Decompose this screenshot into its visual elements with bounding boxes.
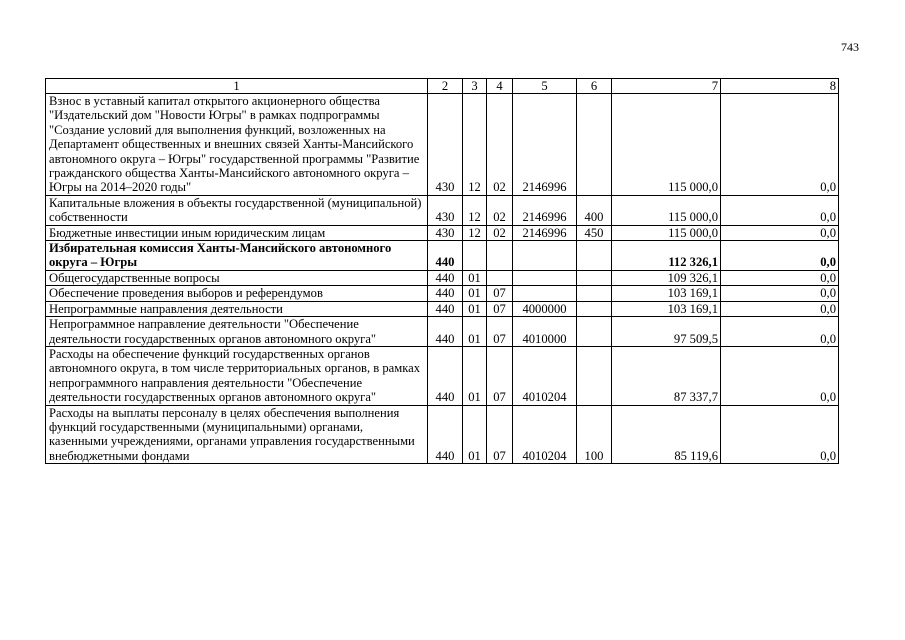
cell-section: 01 [463,346,487,405]
cell-subsection: 02 [487,195,513,225]
cell-subsection: 07 [487,286,513,301]
cell-admin-code: 440 [428,241,463,271]
cell-amount: 115 000,0 [612,225,721,240]
cell-section: 12 [463,94,487,196]
cell-admin-code: 430 [428,94,463,196]
header-cell-3: 3 [463,79,487,94]
cell-expense-type [577,94,612,196]
cell-expense-type: 100 [577,405,612,464]
cell-amount: 87 337,7 [612,346,721,405]
cell-admin-code: 440 [428,317,463,347]
header-cell-8: 8 [721,79,839,94]
cell-expense-type: 450 [577,225,612,240]
header-cell-6: 6 [577,79,612,94]
cell-expense-type [577,301,612,316]
cell-admin-code: 440 [428,405,463,464]
cell-subsection: 07 [487,405,513,464]
row-name: Бюджетные инвестиции иным юридическим лицам [46,225,428,240]
cell-subsection: 07 [487,301,513,316]
cell-amount-2: 0,0 [721,270,839,285]
cell-target-code: 4010000 [513,317,577,347]
budget-table [45,78,839,464]
cell-admin-code: 430 [428,225,463,240]
cell-target-code: 4000000 [513,301,577,316]
cell-section: 01 [463,286,487,301]
cell-amount-2: 0,0 [721,286,839,301]
cell-section: 01 [463,301,487,316]
cell-amount: 115 000,0 [612,94,721,196]
cell-admin-code: 440 [428,270,463,285]
table-row [46,301,839,316]
table-row [46,286,839,301]
cell-admin-code: 440 [428,286,463,301]
header-cell-4: 4 [487,79,513,94]
row-name: Капитальные вложения в объекты государственной (муниципальной) собственности [46,195,428,225]
cell-expense-type [577,317,612,347]
cell-amount-2: 0,0 [721,94,839,196]
cell-admin-code: 440 [428,346,463,405]
cell-target-code [513,270,577,285]
cell-subsection: 02 [487,225,513,240]
cell-amount: 109 326,1 [612,270,721,285]
cell-amount-2: 0,0 [721,405,839,464]
cell-section: 01 [463,405,487,464]
cell-expense-type [577,241,612,271]
cell-expense-type [577,270,612,285]
cell-target-code [513,286,577,301]
row-name: Избирательная комиссия Ханты-Мансийского автономного округа – Югры [46,241,428,271]
row-name: Общегосударственные вопросы [46,270,428,285]
cell-expense-type: 400 [577,195,612,225]
cell-amount-2: 0,0 [721,346,839,405]
table-row [46,346,839,405]
cell-subsection [487,270,513,285]
header-cell-1: 1 [46,79,428,94]
cell-expense-type [577,346,612,405]
table-row [46,405,839,464]
table-row [46,195,839,225]
row-name: Непрограммное направление деятельности "Обеспечение деятельности государственных органов автономного округа" [46,317,428,347]
cell-section: 12 [463,225,487,240]
cell-target-code: 4010204 [513,405,577,464]
page-number: 743 [841,40,859,54]
row-name: Непрограммные направления деятельности [46,301,428,316]
cell-target-code: 2146996 [513,94,577,196]
table-row [46,94,839,196]
cell-amount: 103 169,1 [612,286,721,301]
header-cell-2: 2 [428,79,463,94]
cell-amount: 103 169,1 [612,301,721,316]
table-row [46,225,839,240]
table-row-section-header [46,241,839,271]
cell-target-code: 2146996 [513,195,577,225]
row-name: Расходы на обеспечение функций государственных органов автономного округа, в том числе территориальных органов, в рамках непрограммного направления деятельности "Обеспечение деятельности государственных органов автономного округа" [46,346,428,405]
cell-amount-2: 0,0 [721,195,839,225]
header-cell-7: 7 [612,79,721,94]
cell-amount-2: 0,0 [721,317,839,347]
cell-amount: 112 326,1 [612,241,721,271]
cell-section: 12 [463,195,487,225]
cell-amount-2: 0,0 [721,225,839,240]
row-name: Расходы на выплаты персоналу в целях обеспечения выполнения функций государственными (муниципальными) органами, казенными учреждениями, органами управления государственными внебюджетными фондами [46,405,428,464]
cell-expense-type [577,286,612,301]
cell-admin-code: 430 [428,195,463,225]
cell-subsection: 07 [487,346,513,405]
cell-section [463,241,487,271]
cell-amount: 97 509,5 [612,317,721,347]
cell-subsection: 07 [487,317,513,347]
cell-target-code: 4010204 [513,346,577,405]
cell-amount: 85 119,6 [612,405,721,464]
cell-section: 01 [463,270,487,285]
cell-target-code: 2146996 [513,225,577,240]
table-row [46,270,839,285]
cell-admin-code: 440 [428,301,463,316]
table-row [46,317,839,347]
cell-amount: 115 000,0 [612,195,721,225]
row-name: Взнос в уставный капитал открытого акционерного общества "Издательский дом "Новости Югры" в рамках подпрограммы "Создание условий для выполнения функций, возложенных на Департамент общественных и внешних связей Ханты-Мансийского автономного округа – Югры" государственной программы "Развитие гражданского общества Ханты-Мансийского автономного округа – Югры на 2014–2020 годы" [46,94,428,196]
row-name: Обеспечение проведения выборов и референдумов [46,286,428,301]
cell-subsection: 02 [487,94,513,196]
header-cell-5: 5 [513,79,577,94]
cell-amount-2: 0,0 [721,301,839,316]
cell-amount-2: 0,0 [721,241,839,271]
cell-section: 01 [463,317,487,347]
cell-target-code [513,241,577,271]
header-row [46,79,839,94]
cell-subsection [487,241,513,271]
